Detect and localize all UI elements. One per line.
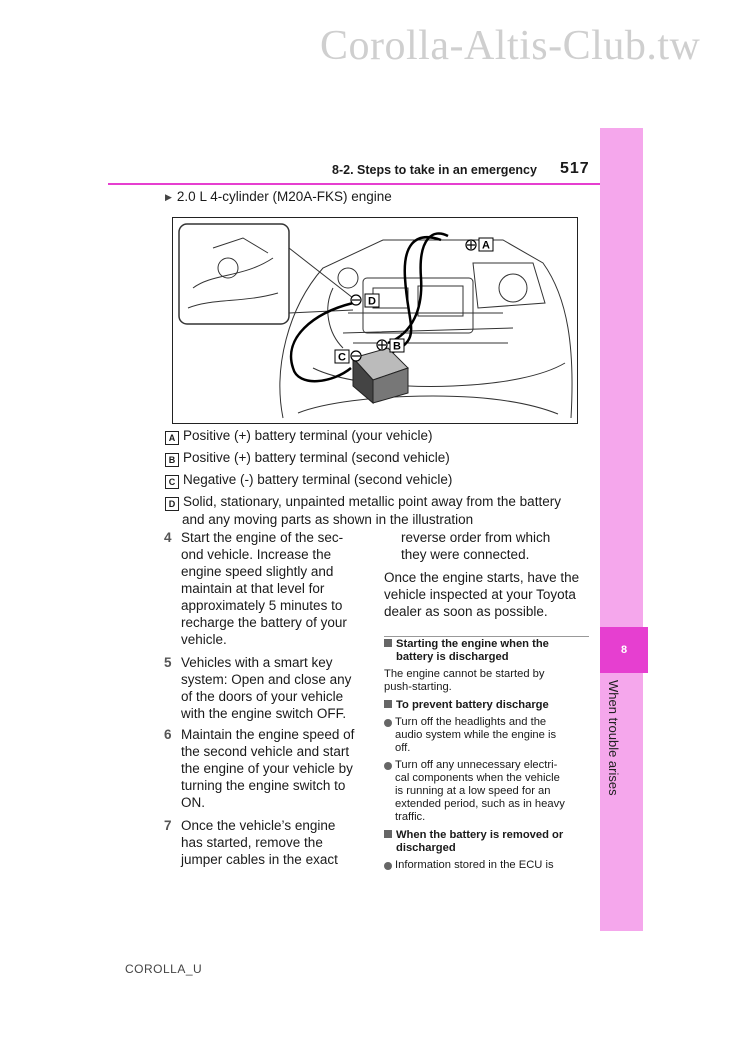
step-number: 5 [164, 655, 172, 670]
watermark: Corolla-Altis-Club.tw [320, 23, 701, 69]
bullet-headlights: Turn off the headlights and the audio system while the engine is off. [384, 716, 589, 755]
footer-model-code: COROLLA_U [125, 962, 203, 976]
square-bullet-icon [384, 830, 392, 838]
step-text: Start the engine of the sec- ond vehicle. Increase the engine speed slightly and maintain at that level for approximately 5 minutes to recharge the battery of your vehicle. [181, 530, 347, 647]
bullet-electrical: Turn off any unnecessary electri- cal components when the vehicle is running at a low speed for an extended period, such as in heavy traffic. [384, 759, 589, 824]
triangle-bullet-icon: ▶ [165, 192, 172, 202]
diagram-label-a: A [482, 239, 490, 252]
note-text-push-start: The engine cannot be started by push-starting. [384, 668, 545, 693]
step-7 [164, 817, 364, 868]
legend-text: Positive (+) battery terminal (your vehicle) [183, 428, 433, 443]
legend-key-box: D [165, 497, 179, 511]
legend-text: Solid, stationary, unpainted metallic point away from the battery [183, 494, 561, 509]
legend-key-box: A [165, 431, 179, 445]
bullet-ecu: Information stored in the ECU is [384, 859, 589, 872]
step-7-continued: reverse order from which they were connected. [401, 530, 551, 562]
round-bullet-icon [384, 719, 392, 727]
legend-key-box: C [165, 475, 179, 489]
step-number: 6 [164, 727, 172, 742]
diagram-label-b: B [393, 340, 401, 353]
legend-key-box: B [165, 453, 179, 467]
note-heading-starting: Starting the engine when the battery is discharged [384, 638, 589, 664]
engine-diagram-svg [173, 218, 576, 422]
step-number: 7 [164, 818, 172, 833]
section-title: 8-2. Steps to take in an emergency [332, 163, 537, 177]
header-rule [108, 183, 600, 185]
legend-item-c [165, 471, 585, 489]
note-heading-prevent: To prevent battery discharge [384, 699, 589, 712]
round-bullet-icon [384, 862, 392, 870]
chapter-number: 8 [600, 627, 648, 673]
square-bullet-icon [384, 700, 392, 708]
legend-text-cont: and any moving parts as shown in the illustration [182, 512, 474, 527]
chapter-label: When trouble arises [606, 680, 621, 796]
step-5 [164, 654, 364, 722]
step-number: 4 [164, 530, 172, 545]
step-4 [164, 529, 364, 648]
step-text: Once the vehicle’s engine has started, remove the jumper cables in the exact [181, 818, 338, 867]
legend-text: Negative (-) battery terminal (second vehicle) [183, 472, 453, 487]
round-bullet-icon [384, 762, 392, 770]
engine-jumpstart-illustration [172, 217, 578, 424]
engine-heading [165, 189, 392, 204]
step-text: Vehicles with a smart key system: Open and close any of the doors of your vehicle with the engine switch OFF. [181, 655, 352, 721]
diagram-label-d: D [368, 295, 376, 308]
legend-item-a [165, 427, 585, 445]
legend-item-d [165, 493, 585, 528]
legend-item-b [165, 449, 585, 467]
page-number: 517 [560, 160, 590, 177]
engine-heading-text: 2.0 L 4-cylinder (M20A-FKS) engine [176, 189, 392, 204]
step-6 [164, 726, 364, 811]
notes-divider [384, 636, 589, 637]
square-bullet-icon [384, 639, 392, 647]
note-heading-removed: When the battery is removed or discharged [384, 829, 589, 855]
diagram-label-c: C [338, 351, 346, 364]
step-text: Maintain the engine speed of the second vehicle and start the engine of your vehicle by turning the engine switch to ON. [181, 727, 355, 810]
legend-text: Positive (+) battery terminal (second vehicle) [183, 450, 450, 465]
inspection-paragraph: Once the engine starts, have the vehicle inspected at your Toyota dealer as soon as possible. [384, 570, 580, 619]
